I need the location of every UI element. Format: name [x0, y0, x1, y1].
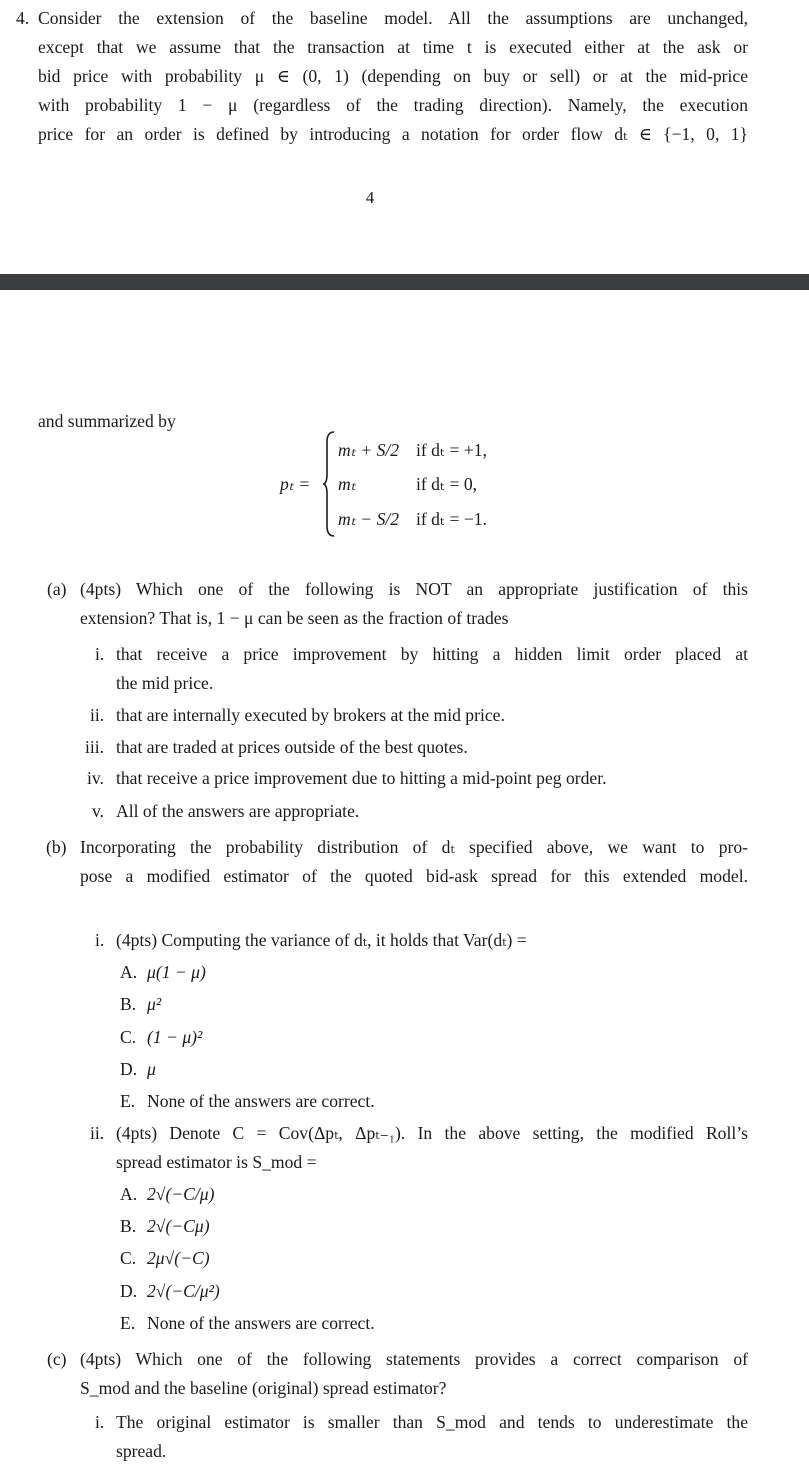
case-1-expr: mₜ + S/2 — [338, 440, 400, 460]
case-3-cond: if dₜ = −1. — [416, 509, 487, 529]
part-b-sub-ii-line-2: spread estimator is S_mod = — [116, 1152, 317, 1172]
part-a-line-2: extension? That is, 1 − μ can be seen as the fraction of trades — [80, 608, 509, 628]
part-b-label: (b) — [46, 837, 67, 857]
part-a-option-ii-text: that are internally executed by brokers at the mid price. — [116, 705, 505, 725]
choice-text: 2√(−C/μ²) — [147, 1281, 220, 1301]
intro-line-2: except that we assume that the transaction at time t is executed either at the ask or — [38, 37, 748, 57]
choice-text: None of the answers are correct. — [147, 1313, 375, 1333]
part-a-option-iv-num: iv. — [87, 768, 104, 788]
intro-line-4: with probability 1 − μ (regardless of the trading direction). Namely, the execution — [38, 95, 748, 115]
intro-line-1: Consider the extension of the baseline model. All the assumptions are unchanged, — [38, 8, 748, 28]
part-b-sub-i-stem: (4pts) Computing the variance of dₜ, it holds that Var(dₜ) = — [116, 930, 527, 950]
part-a-label: (a) — [47, 579, 67, 599]
page-break-divider — [0, 274, 809, 290]
choice-letter: A. — [120, 1184, 138, 1204]
choice-text: μ² — [147, 994, 162, 1014]
part-a-option-i-line-2: the mid price. — [116, 673, 214, 693]
part-b-sub-i-num: i. — [95, 930, 105, 950]
choice-text: μ — [147, 1059, 156, 1079]
part-a-line-1: (4pts) Which one of the following is NOT an appropriate justification of this — [80, 579, 748, 599]
summary-text: and summarized by — [38, 411, 176, 431]
choice-letter: B. — [120, 994, 137, 1014]
part-b-line-1: Incorporating the probability distribution of dₜ specified above, we want to pro- — [80, 837, 748, 857]
choice-letter: C. — [120, 1027, 137, 1047]
cases-brace — [322, 430, 336, 538]
part-a-option-v-text: All of the answers are appropriate. — [116, 801, 360, 821]
choice-letter: C. — [120, 1248, 137, 1268]
case-2-expr: mₜ — [338, 474, 356, 494]
question-number: 4. — [16, 8, 30, 28]
part-b-sub-ii-num: ii. — [90, 1123, 105, 1143]
part-c-option-i-num: i. — [95, 1412, 105, 1432]
choice-text: 2μ√(−C) — [147, 1248, 210, 1268]
part-a-option-v-num: v. — [92, 801, 105, 821]
choice-text: (1 − μ)² — [147, 1027, 203, 1047]
page-number: 4 — [365, 188, 375, 207]
choice-text: None of the answers are correct. — [147, 1091, 375, 1111]
choice-letter: E. — [120, 1091, 136, 1111]
choice-letter: D. — [120, 1281, 138, 1301]
case-1-cond: if dₜ = +1, — [416, 440, 487, 460]
part-a-option-ii-num: ii. — [90, 705, 105, 725]
part-c-line-2: S_mod and the baseline (original) spread estimator? — [80, 1378, 447, 1398]
choice-text: 2√(−C/μ) — [147, 1184, 215, 1204]
part-a-option-iii-text: that are traded at prices outside of the best quotes. — [116, 737, 468, 757]
equation-lhs: pₜ = — [280, 474, 311, 494]
part-a-option-iii-num: iii. — [85, 737, 105, 757]
part-c-option-i-line-2: spread. — [116, 1441, 167, 1461]
part-c-option-i-line-1: The original estimator is smaller than S_mod and tends to underestimate the — [116, 1412, 748, 1432]
part-b-line-2: pose a modified estimator of the quoted bid-ask spread for this extended model. — [80, 866, 748, 886]
choice-letter: B. — [120, 1216, 137, 1236]
part-c-line-1: (4pts) Which one of the following statements provides a correct comparison of — [80, 1349, 748, 1369]
choice-text: μ(1 − μ) — [147, 962, 206, 982]
case-3-expr: mₜ − S/2 — [338, 509, 400, 529]
choice-letter: E. — [120, 1313, 136, 1333]
part-a-option-i-line-1: that receive a price improvement by hitting a hidden limit order placed at — [116, 644, 748, 664]
part-b-sub-ii-line-1: (4pts) Denote C = Cov(Δpₜ, Δpₜ₋₁). In the above setting, the modified Roll’s — [116, 1123, 748, 1143]
part-a-option-i-num: i. — [95, 644, 105, 664]
part-c-label: (c) — [47, 1349, 67, 1369]
intro-line-3: bid price with probability μ ∈ (0, 1) (depending on buy or sell) or at the mid-price — [38, 66, 748, 86]
part-a-option-iv-text: that receive a price improvement due to hitting a mid-point peg order. — [116, 768, 607, 788]
choice-letter: A. — [120, 962, 138, 982]
intro-line-5: price for an order is defined by introducing a notation for order flow dₜ ∈ {−1, 0, 1} — [38, 124, 748, 144]
choice-letter: D. — [120, 1059, 138, 1079]
case-2-cond: if dₜ = 0, — [416, 474, 478, 494]
choice-text: 2√(−Cμ) — [147, 1216, 210, 1236]
